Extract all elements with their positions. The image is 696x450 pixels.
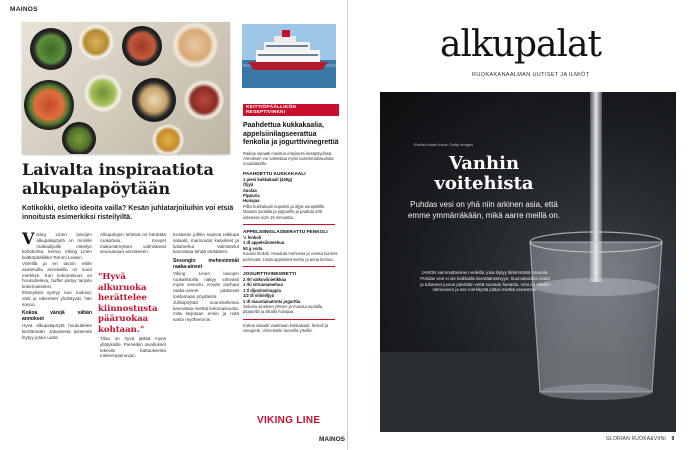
ingredient: 50 g voita <box>243 245 263 251</box>
recipe-heading: JOGURTTIVINEGRETTI <box>243 272 297 277</box>
ingredient: Hunajaa <box>243 198 260 204</box>
food-platter-photo <box>22 22 230 154</box>
bowl <box>172 22 218 68</box>
article-subhead: Kotikokki, oletko ideoita vailla? Kesän juhlatarjoiluihin voi etsiä innoitusta esimerkiksi risteilyiltä. <box>22 205 234 221</box>
bowl <box>62 122 96 154</box>
magazine-name: GLORIAN RUOKA&VIINI <box>606 436 666 442</box>
paragraph: Juhlapöytää suunnitellessa kannattaa miettiä kokonaisuutta: mitä tarjotaan ensin ja mitä vasta myöhemmin. <box>173 299 239 323</box>
paragraph: Hyvä alkupalapöytä houkuttelee kiertämään. Jokaisesta pisteestä löytyy jotain uutta. <box>22 322 92 340</box>
section-heading: Sesongin mehevimmät raaka-aineet <box>173 258 239 270</box>
ingredient: 1 rkl sitruunamehua <box>243 282 283 288</box>
ingredient: 2 rkl valkoviinietikkaa <box>243 277 287 282</box>
bowl <box>122 26 162 66</box>
recipe-steps: Sekoita ainekset yhteen ja mausta suolalla, pippurilla ja tilkalla hunajaa. <box>243 304 324 315</box>
pull-quote: "Hyvä alkuruoka herättelee kiinnostusta pääruokaa kohtaan." <box>98 272 158 335</box>
right-page <box>348 0 696 450</box>
water-article-lead: Puhdas vesi on yhä niin arkinen asia, että emme ymmärräkään, mikä aarre meillä on. <box>407 200 561 220</box>
article-column-1 <box>22 229 92 340</box>
ship-photo <box>242 24 336 88</box>
paragraph: Väreillä ja eri tavoin esille asetetuilla annoksilla on suuri merkitys. Kun kokonaisuus on houkutteleva, buffet piirtyy tarjoilu kokemukseksi. <box>22 260 92 290</box>
bowl <box>132 78 176 122</box>
paragraph: Elämyksiä syntyy kun tuoksut, värit ja rakenteet yhdistyvät, hän sanoo. <box>22 289 92 307</box>
bowl <box>78 24 114 60</box>
bowl <box>184 80 224 120</box>
article-headline: Laivalta inspiraatiota alkupalapöytään <box>22 160 214 198</box>
page-number: 9 <box>671 436 675 442</box>
recipe-heading: PAAHDETTU KUKKAKAALI <box>243 171 306 177</box>
ad-label-top: MAINOS <box>10 6 38 13</box>
article-column-3 <box>173 232 239 323</box>
promo-divider <box>243 224 335 225</box>
bowl <box>24 80 74 130</box>
ingredient: Suolaa <box>243 187 257 193</box>
bowl <box>152 124 184 154</box>
bowl <box>84 74 122 112</box>
paragraph: iking Linen laivojen alkupalapöytä on monille matkailijoille risteilyn kohokohta, kertoo Viking Linen keittiöpäällikkö Tommi Leiden. <box>22 232 92 261</box>
section-heading: Kokoa värejä vähän annokset <box>22 310 92 323</box>
ingredient: Öljyä <box>243 182 254 188</box>
recipe-heading: APPELSIINIGLASEERATTU FENKOLI <box>243 229 328 235</box>
ingredient: 1 pieni kukkakaali (400g) <box>243 176 293 182</box>
recipe-steps: Pilko kukkakaali nupuiksi ja öljyä uunipellille. Mausta suolalla ja pippurilla ja paahda 200 asteessa noin 15 minuuttia. <box>243 203 326 220</box>
section-brand-title: alkupalat <box>440 24 601 65</box>
dropcap: V <box>22 229 35 248</box>
water-glass-photo <box>380 92 676 432</box>
paragraph: Kesäisiin juhliin sopivat raikkaat salaatit, marinoidut kasvikset ja kalaherkut. Valmistelut kannattaa tehdä etukäteen. <box>173 232 239 255</box>
section-brand-subtitle: RUOKAKANAALMAN UUTISET JA ILMIÖT <box>472 72 590 78</box>
ingredient: ½ fenkoli <box>243 234 262 240</box>
paragraph: Alkupalojen tehtävä on herättää ruokahalu. Kevyet makuelämykset valmistavat seuraavaan annokseen. <box>100 232 166 255</box>
photo-credit: Emilia Koberi kuva: Getty Images <box>414 142 474 147</box>
ingredient: 1 dl appelsiinimehua <box>243 240 285 246</box>
ad-label-bottom: MAINOS <box>319 436 345 443</box>
promo-divider <box>243 319 335 320</box>
promo-title: Paahdettua kukkakaalia, appelsiinilagseerattua fenkolia ja jogurttivinegrettiä <box>243 122 339 146</box>
paragraph: Tilaa on hyvä jättää myös yllätyksille. Pienetkin oivallukset tekevät kattauksesta mieleenpainuvan. <box>100 336 166 359</box>
water-article-title: Vanhin voitehista <box>434 153 534 194</box>
promo-tag: KEITTIÖPÄÄLLIKÖN RESEPTIVINKKI <box>243 104 339 116</box>
ingredient: 1/2 dl oliiviöljyä <box>243 293 274 299</box>
bowl <box>30 28 72 70</box>
recipe-steps: Kuutioi fenkoli. Hauduta mehussa ja voissa kunnes pehmeää. Lisää appelsiininmehu ja anna kiehua. <box>243 251 338 262</box>
article-column-2 <box>100 232 166 255</box>
ingredient: 1 tl dijoninsinappia <box>243 287 281 293</box>
water-article-body: JANON sammuttaminen vedellä, joka löytyy lähimmästä hanasta. Puhdas vesi ei ole kaikkialla itsestäänselvyys. Suomalaisista sadat ja tuhannet juovat päivittäin vettä suoraan hanasta. Vesi on eläville olennainen ja sen merkitystä pitäisi miettiä useammin. <box>420 270 550 293</box>
promo-divider <box>243 266 335 267</box>
ship-illustration <box>242 24 336 88</box>
ingredient: Pippuria <box>243 192 260 198</box>
promo-intro: Raikas salaatti maistuu erityisesti kesäpöydissä. Annoksen voi valmistaa myös kasvisruokavaliota noudattaville. <box>243 150 334 167</box>
paragraph: Viking Linen laivojen ruokalistoilla näkyy vahvasti myös sesonki. Kesän parhaat raaka-aineet pääsevät loistamaan pöydässä. <box>173 270 239 299</box>
viking-line-logo: VIKING LINE <box>257 415 321 426</box>
recipe-promo-panel <box>243 100 339 448</box>
ingredient: 1 dl maustamatonta jogurttia <box>243 298 301 304</box>
page-footer <box>606 436 675 442</box>
recipe-steps: Kokoa salaatti vaaletaan kukkakaali, fenkoli ja vinegretti. Viimeistele tuoreilla yrteillä. <box>243 322 329 334</box>
